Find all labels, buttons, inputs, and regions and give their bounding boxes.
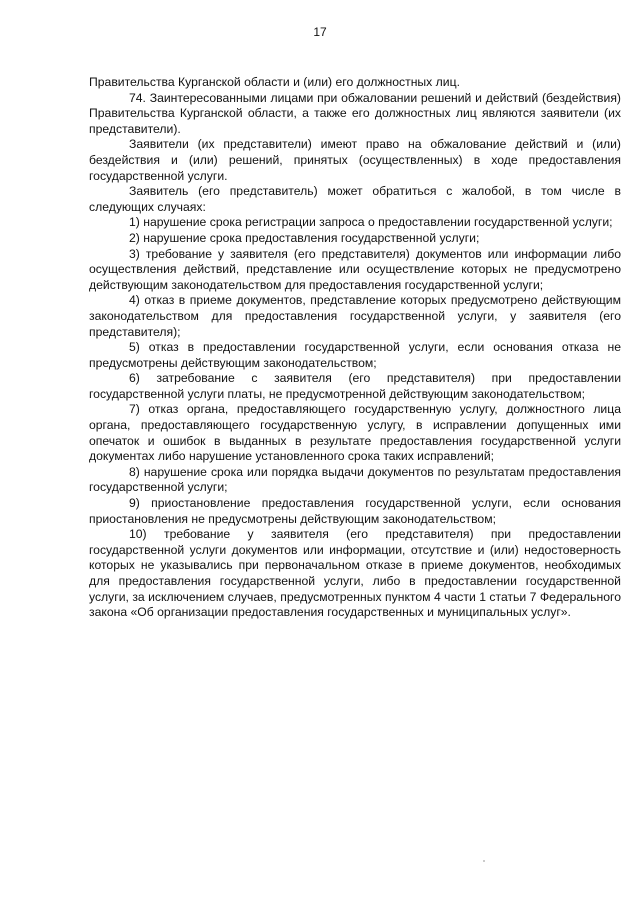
list-item-1: 1) нарушение срока регистрации запроса о предоставлении государственной услуги; [129, 215, 613, 230]
scan-speck [483, 860, 485, 862]
paragraph-appeal-right: Заявители (их представители) имеют право на обжалование действий и (или) бездействия и (или) решений, принятых (осуществленных) в ходе предоставления государственной услуги. [89, 137, 621, 183]
paragraph-continuation: Правительства Курганской области и (или) его должностных лиц. [89, 75, 460, 89]
document-body [89, 75, 621, 621]
list-item-2: 2) нарушение срока предоставления государственной услуги; [129, 230, 480, 245]
list-item-5: 5) отказ в предоставлении государственной услуги, если основания отказа не предусмотрены действующим законодательством; [89, 340, 621, 370]
paragraph-74: 74. Заинтересованными лицами при обжаловании решений и действий (бездействия) Правительства Курганской области, а также его должностных лиц являются заявители (их представители). [89, 90, 621, 136]
list-item-6: 6) затребование с заявителя (его представителя) при предоставлении государственной услуги платы, не предусмотренной действующим законодательством; [89, 371, 621, 401]
list-item-3: 3) требование у заявителя (его представителя) документов или информации либо осуществления действий, представление или осуществление которых не предусмотрено действующим законодательством для предоставления государственной услуги; [89, 246, 621, 292]
paragraph-complaint-cases: Заявитель (его представитель) может обратиться с жалобой, в том числе в следующих случаях: [89, 184, 621, 214]
list-item-9: 9) приостановление предоставления государственной услуги, если основания приостановления не предусмотрены действующим законодательством; [89, 496, 621, 526]
page-number: 17 [313, 25, 327, 39]
list-item-10: 10) требование у заявителя (его представителя) при предоставлении государственной услуги документов или информации, отсутствие и (или) недостоверность которых не указывались при первоначальном отказе в приеме документов, необходимых для предоставления государственной услуги, либо в предоставлении государственной услуги, за исключением случаев, предусмотренных пунктом 4 части 1 статьи 7 Федерального закона «Об организации предоставления государственных и муниципальных услуг». [89, 527, 621, 620]
list-item-4: 4) отказ в приеме документов, представление которых предусмотрено действующим законодательством для предоставления государственной услуги, у заявителя (его представителя); [89, 293, 621, 339]
list-item-8: 8) нарушение срока или порядка выдачи документов по результатам предоставления государственной услуги; [89, 464, 621, 495]
list-item-7: 7) отказ органа, предоставляющего государственную услугу, должностного лица органа, предоставляющего государственную услугу, в исправлении допущенных ими опечаток и ошибок в выданных в результате предоставления государственной услуги документах либо нарушение установленного срока таких исправлений; [89, 402, 621, 464]
